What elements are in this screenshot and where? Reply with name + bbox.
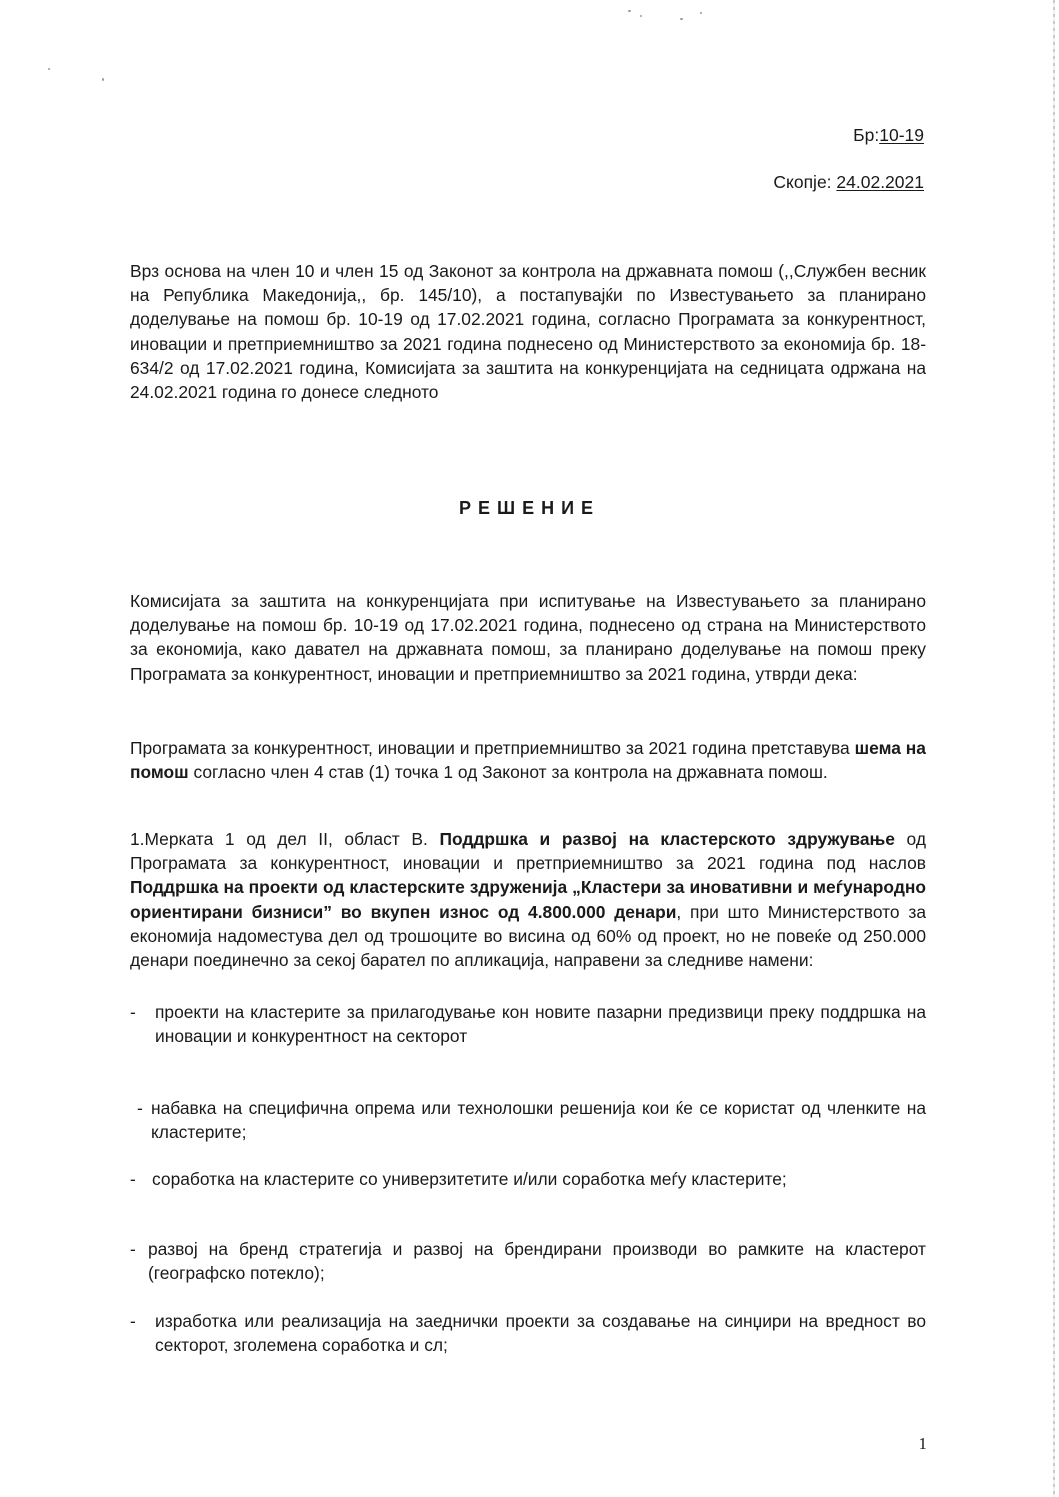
list-item bbox=[130, 1309, 926, 1357]
scheme-bold-1: шема на помош bbox=[130, 738, 926, 783]
measure-text-1: 1.Мерката 1 од дел II, област В. bbox=[130, 829, 440, 849]
findings-paragraph: Комисијата за заштита на конкуренцијата при испитување на Известувањето за планирано доделување на помош бр. 10-19 од 17.02.2021 година, поднесено од страна на Министерството за економија, како давател на државната помош, за планирано доделување на помош преку Програмата за конкурентност, иновации и претприемништво за 2021 година, утврди дека: bbox=[130, 591, 926, 684]
list-dash: - bbox=[137, 1098, 143, 1118]
document-number bbox=[853, 124, 924, 146]
scan-speck bbox=[48, 68, 50, 70]
scan-speck bbox=[102, 78, 104, 81]
measure-text-2: од Програмата за конкурентност, иновации и претприемништво за 2021 година под наслов bbox=[130, 829, 926, 874]
scheme-text-1: Програмата за конкурентност, иновации и претприемништво за 2021 година претставува bbox=[130, 738, 855, 758]
list-dash: - bbox=[130, 1311, 136, 1331]
document-number-label: Бр: bbox=[853, 125, 880, 145]
list-item-text: соработка на кластерите со универзитетите и/или соработка меѓу кластерите; bbox=[152, 1169, 787, 1189]
measure-text-3: , при што Министерството за економија надоместува дел од трошоците во висина од 60% од проект, но не повеќе од 250.000 денари поединечно за секој барател по апликација, направени за следниве намени: bbox=[130, 901, 926, 971]
list-item bbox=[130, 1237, 926, 1285]
decision-title: РЕШЕНИЕ bbox=[458, 498, 601, 518]
list-dash: - bbox=[130, 1239, 136, 1259]
scan-speck bbox=[640, 15, 642, 17]
document-date-value: 24.02.2021 bbox=[836, 172, 924, 192]
scheme-text-2: согласно член 4 став (1) точка 1 од Законот за контрола на државната помош. bbox=[188, 762, 828, 783]
list-item bbox=[130, 1167, 926, 1191]
scan-speck bbox=[700, 12, 702, 14]
measure-paragraph bbox=[130, 827, 926, 972]
scan-speck bbox=[680, 18, 683, 20]
list-item-text: изработка или реализација на заеднички проекти за создавање на синџири на вредност во секторот, зголемена соработка и сл; bbox=[155, 1311, 926, 1356]
page-number: 1 bbox=[918, 1434, 927, 1453]
list-item bbox=[130, 1000, 926, 1048]
document-number-value: 10-19 bbox=[879, 125, 924, 145]
measure-bold-1: Поддршка и развој на кластерското здружување bbox=[439, 829, 895, 849]
document-place-label: Скопје: bbox=[773, 172, 837, 192]
list-item bbox=[137, 1096, 926, 1144]
list-item-text: проекти на кластерите за прилагодување кон новите пазарни предизвици преку поддршка на иновации и конкурентност на секторот bbox=[155, 1002, 926, 1047]
list-item-text: развој на бренд стратегија и развој на брендирани производи во рамките на кластерот (географско потекло); bbox=[148, 1239, 926, 1284]
intro-paragraph: Врз основа на член 10 и член 15 од Законот за контрола на државната помош (,,Службен весник на Република Македонија,, бр. 145/10), а постапувајќи по Известувањето за планирано доделување на помош бр. 10-19 од 17.02.2021 година, согласно Програмата за конкурентност, иновации и претприемништво за 2021 година поднесено од Министерството за економија бр. 18-634/2 од 17.02.2021 година, Комисијата за заштита на конкуренцијата на седницата одржана на 24.02.2021 година го донесе следното bbox=[130, 261, 926, 403]
list-item-text: набавка на специфична опрема или технолошки решенија кои ќе се користат од членките на кластерите; bbox=[151, 1098, 926, 1143]
scheme-paragraph bbox=[130, 736, 926, 784]
scan-speck bbox=[628, 10, 631, 12]
document-place-date bbox=[773, 171, 924, 193]
measure-bold-2: Поддршка на проекти од кластерските здруженија „Кластери за иновативни и меѓународно ориентирани бизниси” во вкупен износ од 4.800.000 денари bbox=[130, 877, 926, 922]
list-dash: - bbox=[130, 1169, 136, 1189]
list-dash: - bbox=[130, 1002, 136, 1022]
scan-edge-artifact bbox=[1053, 0, 1055, 1497]
